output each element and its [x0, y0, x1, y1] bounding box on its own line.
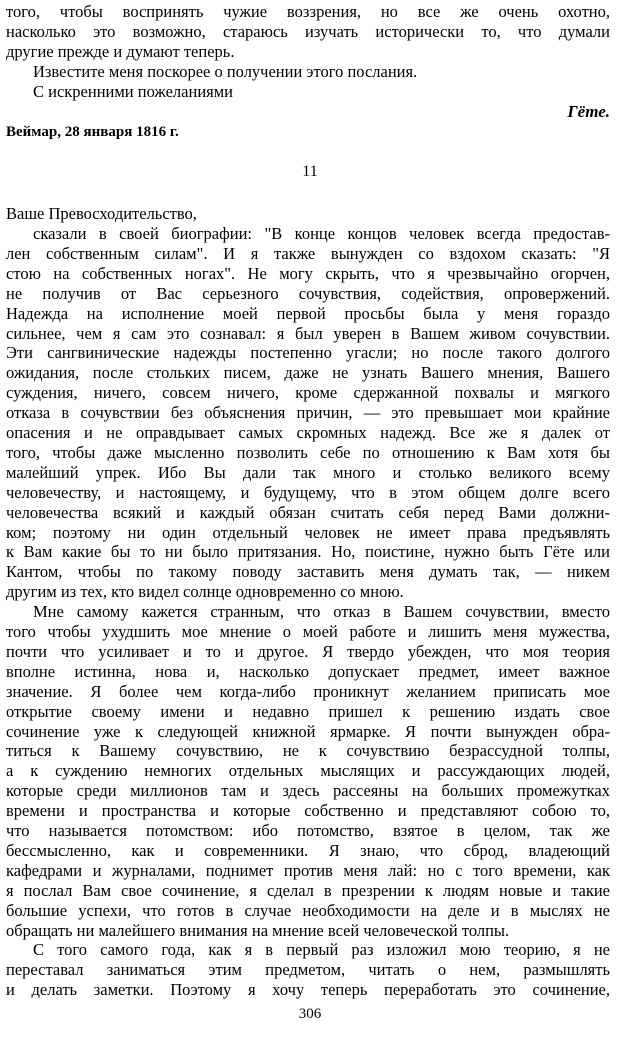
- text-line: С того самого года, как я в первый раз изложил мою теорию, я не: [33, 940, 610, 960]
- text-line: сильнее, чем я сам это сознавал: я был уверен в Вашем живом сочувствии.: [6, 323, 610, 343]
- text-line: к Вам какие бы то ни было притязания. Но, поистине, нужно быть Гёте или: [6, 542, 610, 562]
- text-line: Кантом, чтобы по такому поводу заставить меня думать так, — никем: [6, 562, 610, 582]
- text-line: Эти сангвинические надежды постепенно угасли; но после такого долгого: [6, 343, 610, 363]
- text-line: человечества всякий и каждый обязан считать себя перед Вами должни-: [6, 502, 610, 522]
- text-line: ожидания, после стольких писем, даже не узнать Вашего мнения, Вашего: [6, 363, 610, 383]
- text-line: стою на собственных ногах". Не могу скрыть, что я чрезвычайно огорчен,: [6, 263, 610, 283]
- text-line: вполне истинна, нова и, насколько допускает предмет, имеет важное: [6, 661, 610, 681]
- text-line: не получив от Вас серьезного сочувствия, содействия, опровержений.: [6, 283, 610, 303]
- text-line: С искренними пожеланиями: [33, 82, 234, 101]
- text-line: лен собственным силам". И я также вынужден со вздохом сказать: "Я: [6, 243, 610, 263]
- text-line: значение. Я более чем когда-либо проникнут желанием приписать мое: [6, 681, 610, 701]
- text-line: которые среди миллионов там и здесь рассеяны на больших промежутках: [6, 781, 610, 801]
- text-line: ком; поэтому ни один отдельный человек не имеет права предъявлять: [6, 522, 610, 542]
- text-line: бессмысленно, как и современники. Я знаю, что сброд, владеющий: [6, 840, 610, 860]
- text-line: суждения, ничего, совсем ничего, кроме сдержанной похвалы и мягкого: [6, 383, 610, 403]
- text-line: и делать заметки. Поэтому я хочу теперь переработать это сочинение,: [6, 980, 610, 1000]
- text-line: кафедрами и журналами, поднимет против меня лай: но с того времени, как: [6, 860, 610, 880]
- text-line: другим из тех, кто видел солнце одновременно со мною.: [6, 582, 404, 602]
- text-line: почти что усиливает и то и другое. Я твердо убежден, что моя теория: [6, 641, 610, 661]
- text-line: а к суждению немногих отдельных мыслящих и рассуждающих людей,: [6, 761, 610, 781]
- date-line: Веймар, 28 января 1816 г.: [6, 124, 179, 140]
- text-line: опасения и не оправдывает самых скромных надежд. Все же я далек от: [6, 423, 610, 442]
- text-line: я послал Вам свое сочинение, я сделал в презрении к людям новые и такие: [6, 880, 610, 900]
- text-line: что называется потомством: ибо потомство, взятое в целом, так же: [6, 821, 610, 840]
- text-line: того, чтобы даже мысленно позволить себе по отношению к Вам хотя бы: [6, 442, 610, 462]
- salutation: Ваше Превосходительство,: [6, 204, 197, 223]
- text-line: человечеству, и настоящему, и будущему, что в этом общем долге всего: [6, 482, 610, 502]
- text-line: открытие своему имени и недавно пришел к решению издать свое: [6, 701, 610, 721]
- text-line: того, чтобы воспринять чужие воззрения, но все же очень охотно,: [6, 2, 610, 21]
- text-line: отказа в сочувствии без объяснения причин, — это превышает мои крайние: [6, 403, 610, 423]
- page-number: 306: [298, 1006, 322, 1022]
- text-line: Надежда на исполнение моей первой просьбы была у меня гораздо: [6, 303, 610, 323]
- text-line: Известите меня поскорее о получении этого послания.: [33, 62, 418, 81]
- text-line: сочинение уже к следующей книжной ярмарке. Я почти вынужден обра-: [6, 721, 610, 741]
- text-line: переставал заниматься этим предметом, читать о нем, размышлять: [6, 960, 610, 980]
- text-line: титься к Вашему сочувствию, не к сочувствию безрассудной толпы,: [6, 741, 610, 761]
- text-line: Мне самому кажется странным, что отказ в Вашем сочувствии, вместо: [33, 602, 610, 622]
- signature: Гёте.: [567, 102, 610, 121]
- text-line: сказали в своей биографии: "В конце концов человек всегда предостав-: [33, 224, 610, 243]
- text-line: другие прежде и думают теперь.: [6, 42, 235, 61]
- text-line: большие успехи, что готов в случае необходимости на деле и в мыслях не: [6, 900, 610, 920]
- text-line: малейший упрек. Ибо Вы дали так много и столько великого всему: [6, 462, 610, 482]
- text-line: обращать ни малейшего внимания на мнение всей человеческой толпы.: [6, 920, 510, 940]
- text-line: того чтобы ухудшить мое мнение о моей работе и лишить меня мужества,: [6, 622, 610, 641]
- letter-number: 11: [302, 163, 318, 180]
- text-line: времени и пространства и которые собственно и представляют собою то,: [6, 801, 610, 821]
- text-line: насколько это возможно, стараюсь изучать исторически то, что думали: [6, 22, 610, 41]
